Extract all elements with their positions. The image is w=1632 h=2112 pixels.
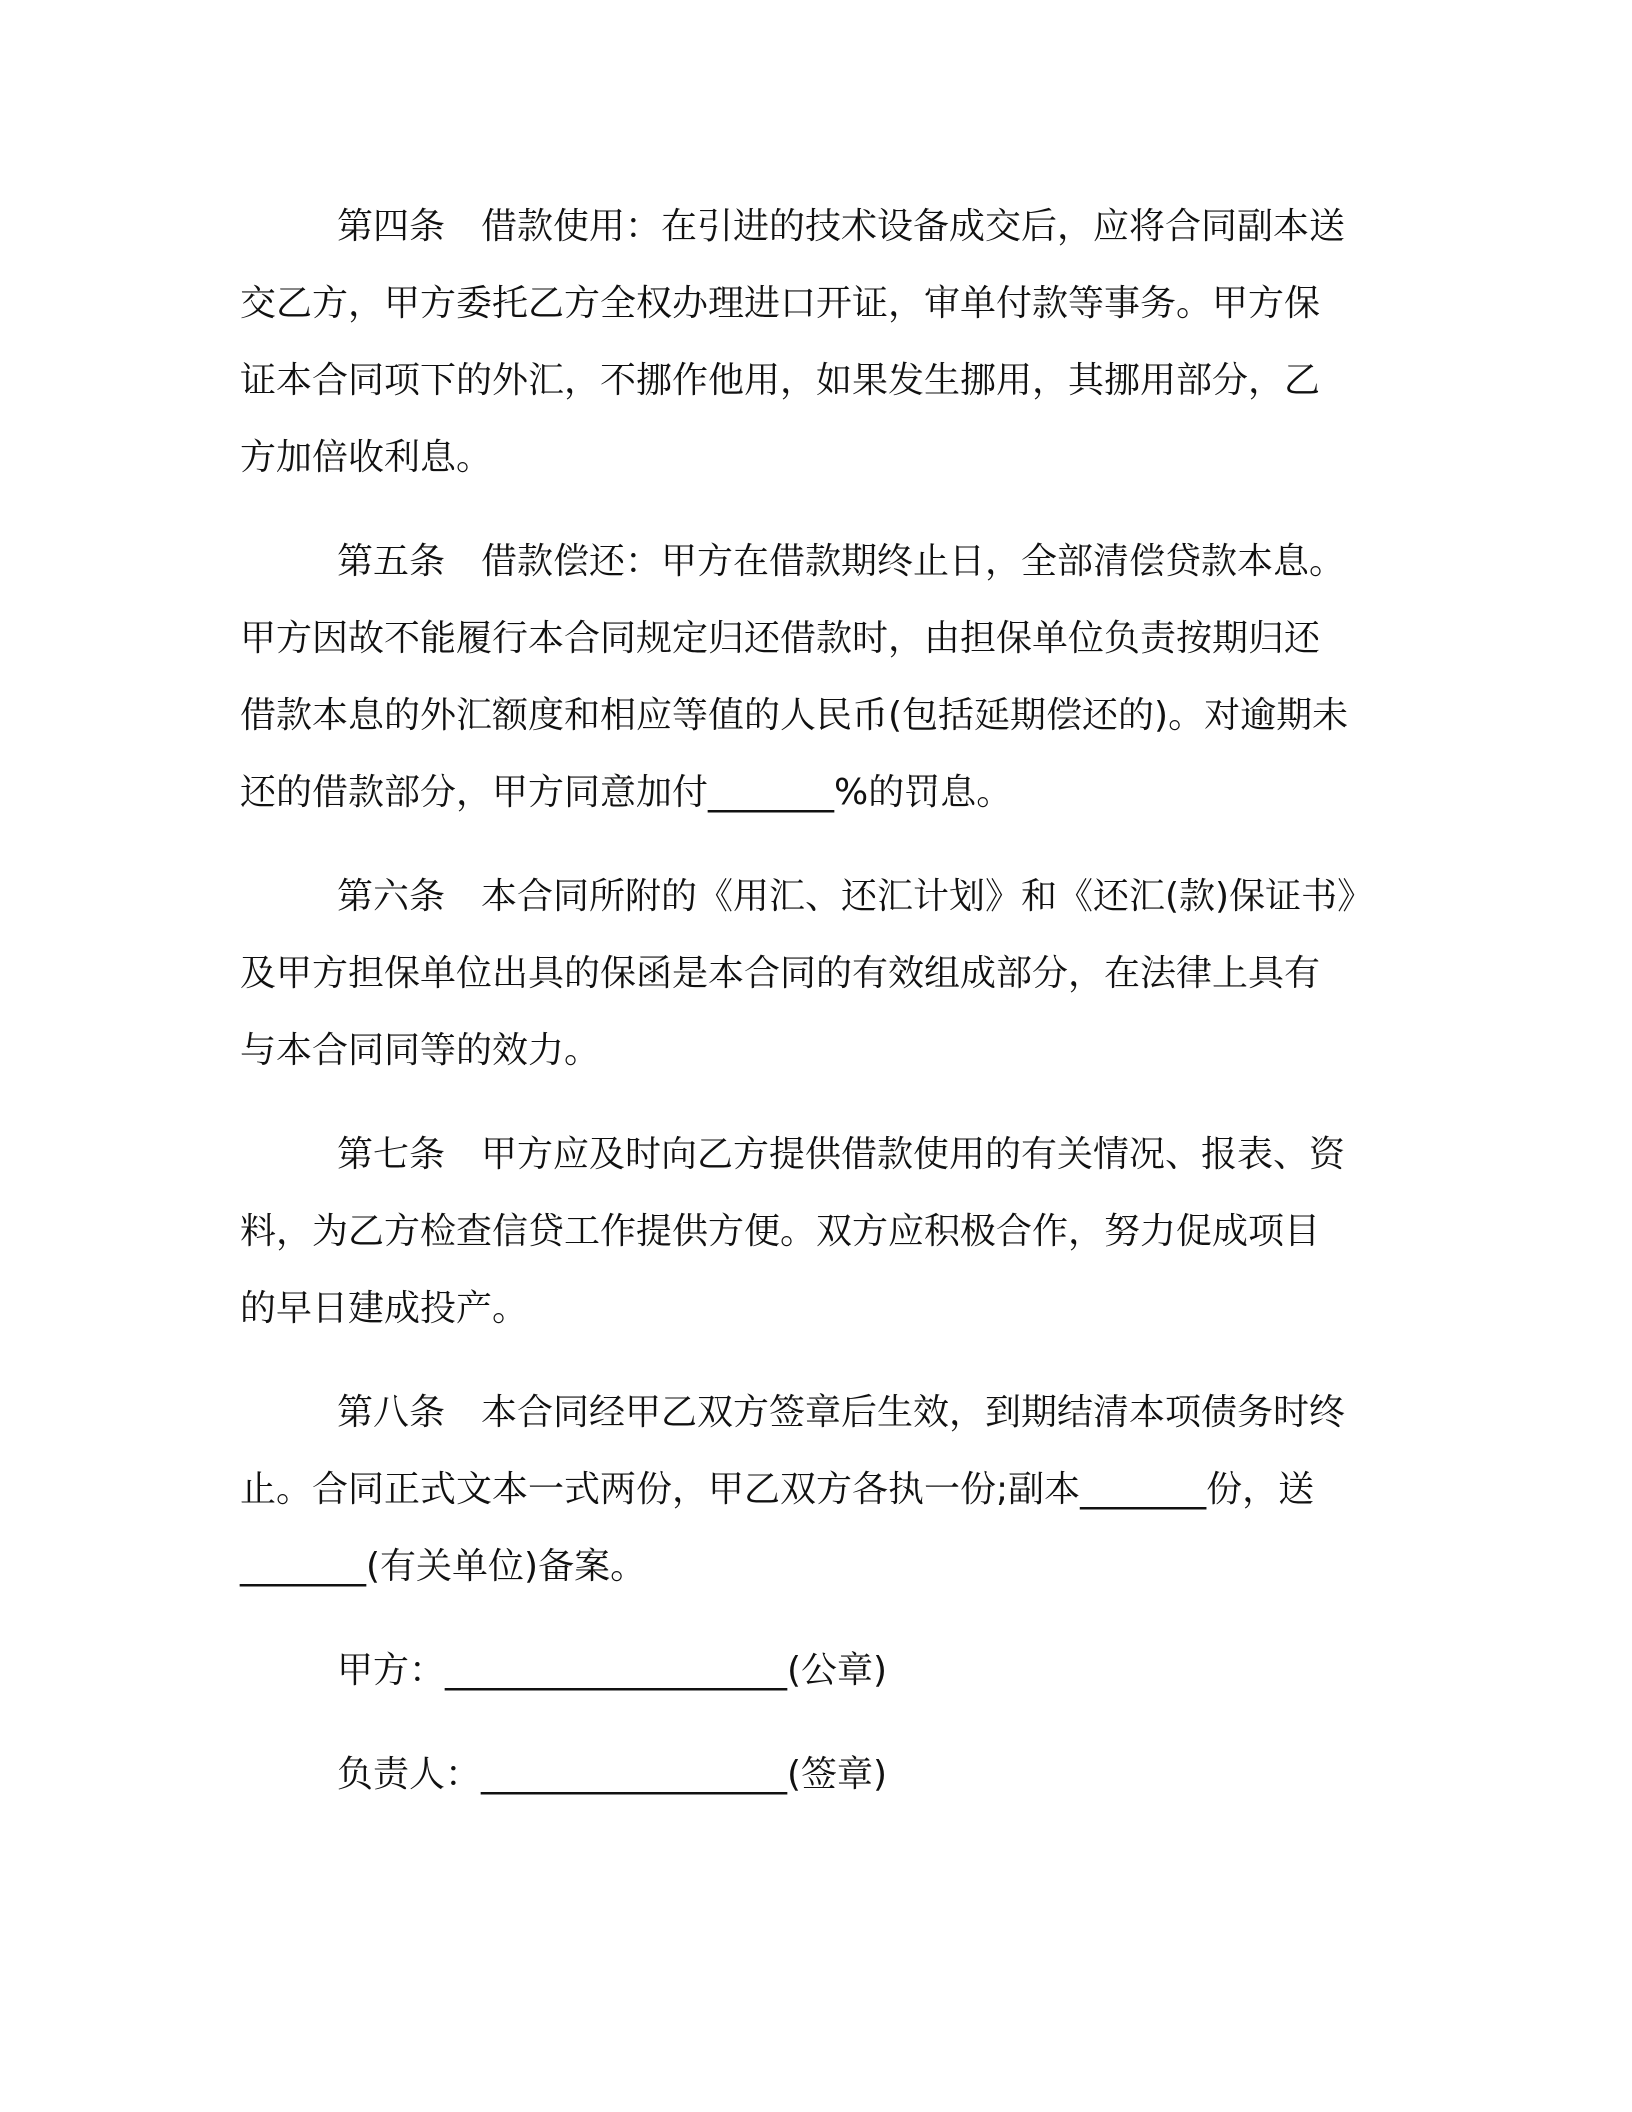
article-line: 借款本息的外汇额度和相应等值的人民币(包括延期偿还的)。对逾期未 (240, 695, 1349, 736)
article-line: 证本合同项下的外汇，不挪作他用，如果发生挪用，其挪用部分，乙 (240, 360, 1321, 401)
article-6 (240, 858, 1390, 1089)
article-4 (240, 188, 1390, 496)
article-line: 第七条 甲方应及时向乙方提供借款使用的有关情况、报表、资 (337, 1134, 1346, 1175)
article-5 (240, 523, 1390, 831)
article-line: _______(有关单位)备案。 (240, 1546, 647, 1587)
article-line: 交乙方，甲方委托乙方全权办理进口开证，审单付款等事务。甲方保 (240, 283, 1321, 324)
article-number: 第八条 (337, 1392, 446, 1433)
article-line: 止。合同正式文本一式两份，甲乙双方各执一份;副本_______份，送 (240, 1469, 1315, 1510)
article-line: 第五条 借款偿还：甲方在借款期终止日，全部清偿贷款本息。 (337, 541, 1346, 582)
contract-page (240, 188, 1390, 1813)
article-line: 的早日建成投产。 (240, 1288, 529, 1329)
article-number: 第七条 (337, 1134, 446, 1175)
article-7 (240, 1116, 1390, 1347)
article-number: 第六条 (337, 876, 446, 917)
article-line: 方加倍收利息。 (240, 437, 493, 478)
article-line: 还的借款部分，甲方同意加付_______%的罚息。 (240, 772, 1013, 813)
article-number: 第四条 (337, 206, 446, 247)
article-line: 及甲方担保单位出具的保函是本合同的有效组成部分，在法律上具有 (240, 953, 1321, 994)
article-line: 第四条 借款使用：在引进的技术设备成交后，应将合同副本送 (337, 206, 1346, 247)
party-a-signature: 甲方：___________________(公章) (337, 1650, 888, 1691)
responsible-person-signature: 负责人：_________________(签章) (337, 1754, 888, 1795)
article-line: 与本合同同等的效力。 (240, 1030, 601, 1071)
article-8 (240, 1374, 1390, 1605)
article-line: 第六条 本合同所附的《用汇、还汇计划》和《还汇(款)保证书》 (337, 876, 1374, 917)
article-line: 料，为乙方检查信贷工作提供方便。双方应积极合作，努力促成项目 (240, 1211, 1321, 1252)
article-line: 第八条 本合同经甲乙双方签章后生效，到期结清本项债务时终 (337, 1392, 1346, 1433)
article-number: 第五条 (337, 541, 446, 582)
article-line: 甲方因故不能履行本合同规定归还借款时，由担保单位负责按期归还 (240, 618, 1321, 659)
